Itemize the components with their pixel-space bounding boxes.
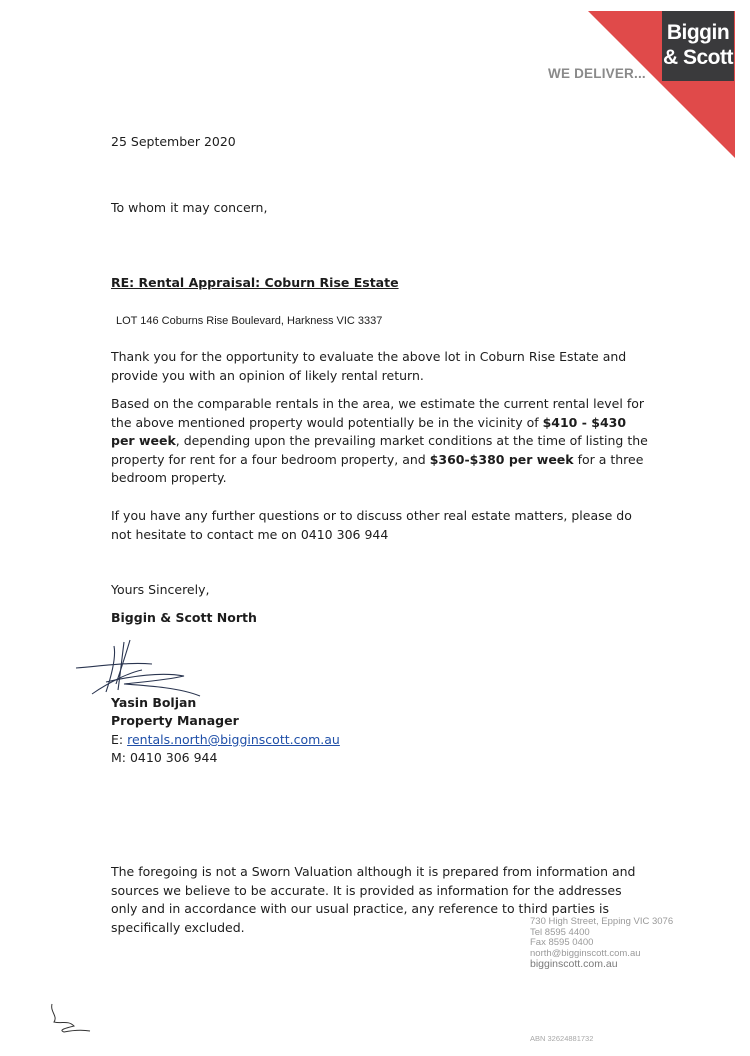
disclaimer: The foregoing is not a Sworn Valuation although it is prepared from information and sources we believe to be accurate. It is provided as information for the addresses only and in accordance with our usual practice, any reference to third parties is specifically excluded. [111, 864, 636, 935]
appraisal-text-2: , depending upon the prevailing market conditions at the time of listing the property for rent for a four bedroom property, and [111, 433, 648, 467]
office-tel: Tel 8595 4400 [530, 926, 590, 938]
three-bedroom-rent: $360-$380 per week [429, 451, 574, 467]
company-name: Biggin & Scott North [111, 610, 257, 625]
signer-name: Yasin Boljan [111, 695, 197, 710]
closing: Yours Sincerely, [111, 582, 210, 597]
office-details [530, 917, 673, 970]
logo-accent-triangle [0, 0, 750, 200]
appraisal-text-3: for a three bedroom property. [111, 451, 644, 485]
appraisal-paragraph [111, 395, 651, 488]
four-bedroom-rent: $410 - $430 per week [111, 414, 627, 448]
salutation: To whom it may concern, [111, 200, 268, 215]
subject-line: RE: Rental Appraisal: Coburn Rise Estate [111, 275, 399, 290]
email-link[interactable]: rentals.north@bigginscott.com.au [127, 732, 340, 747]
office-fax: Fax 8595 0400 [530, 937, 594, 948]
brand-logo [662, 11, 734, 81]
initials-scribble [44, 1000, 94, 1040]
signer-title: Property Manager [111, 713, 239, 728]
appraisal-text-1: Based on the comparable rentals in the area, we estimate the current rental level for the above mentioned property would potentially be in the vicinity of [111, 396, 645, 430]
property-address: LOT 146 Coburns Rise Boulevard, Harkness VIC 3337 [116, 315, 383, 327]
brand-tagline: WE DELIVER... [548, 66, 646, 81]
signer-mobile: M: 0410 306 944 [111, 750, 218, 765]
office-email: north@bigginscott.com.au [530, 947, 641, 959]
intro-paragraph: Thank you for the opportunity to evaluate the above lot in Coburn Rise Estate and provide you with an opinion of likely rental return. [111, 349, 627, 383]
brand-name-line1: Biggin [666, 21, 730, 44]
abn-number: ABN 32624881732 [530, 1034, 594, 1043]
letter-date: 25 September 2020 [111, 134, 236, 149]
office-address: 730 High Street, Epping VIC 3076 [530, 916, 674, 927]
brand-name-line2: & Scott [663, 46, 733, 69]
office-website: bigginscott.com.au [530, 958, 618, 970]
email-label: E: [111, 732, 128, 747]
signer-email-line [111, 731, 340, 750]
handwritten-signature [72, 636, 212, 698]
contact-paragraph: If you have any further questions or to discuss other real estate matters, please do not hesitate to contact me on 0410 306 944 [111, 508, 632, 542]
